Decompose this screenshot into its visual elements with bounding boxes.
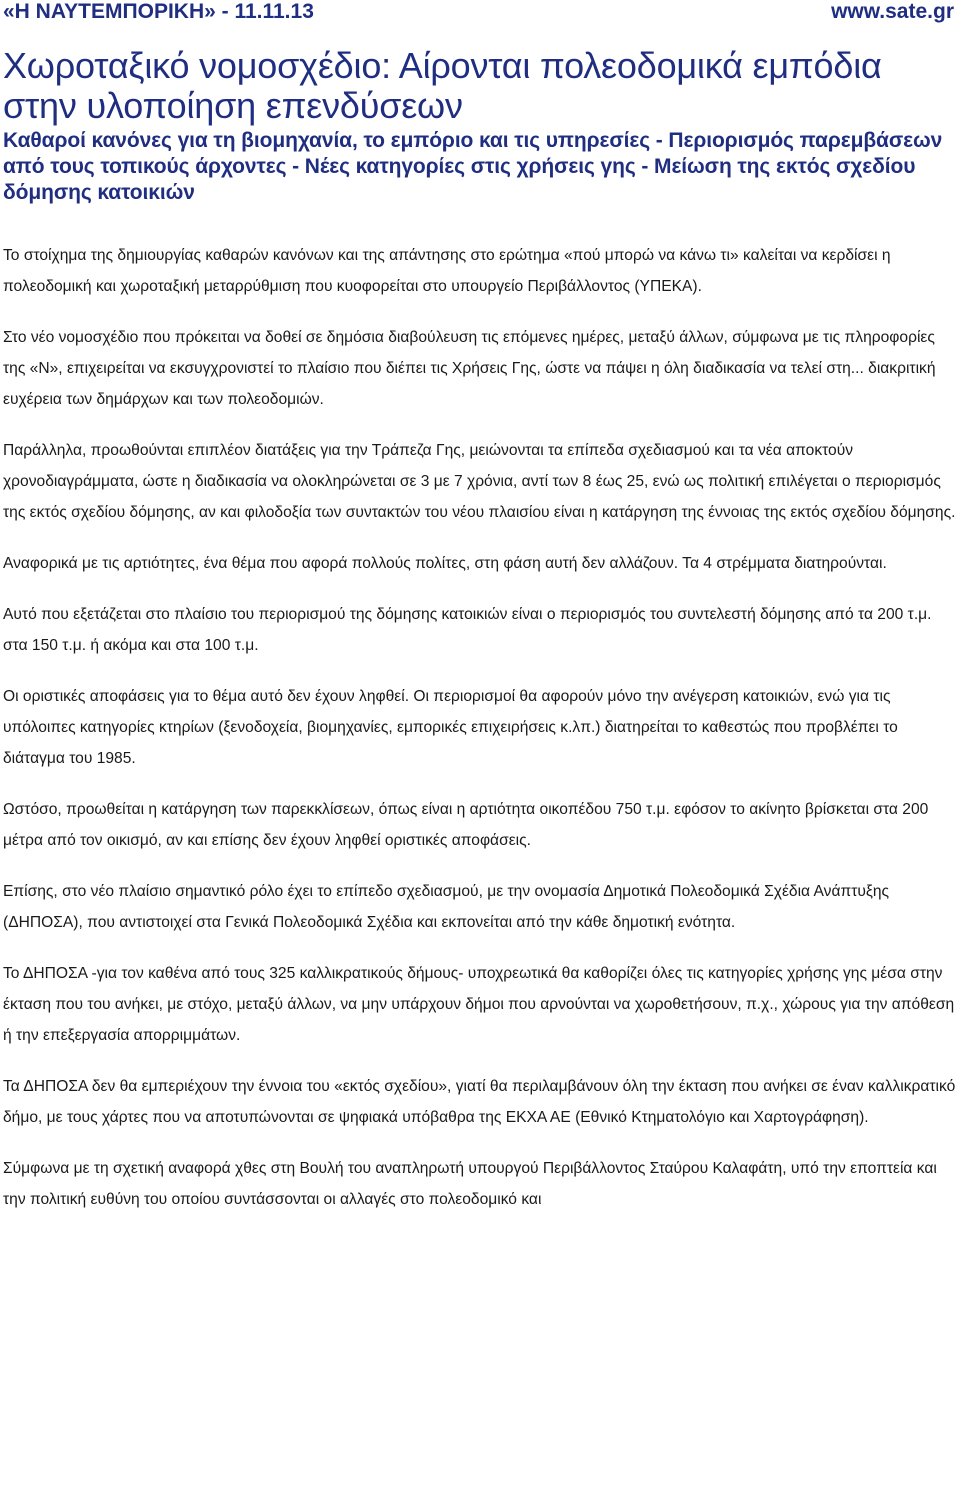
paragraph: Επίσης, στο νέο πλαίσιο σημαντικό ρόλο έχει το επίπεδο σχεδιασμού, με την ονομασία Δημοτικά Πολεοδομικά Σχέδια Ανάπτυξης (ΔΗΠΟΣΑ), που αντιστοιχεί στα Γενικά Πολεοδομικά Σχέδια και εκπονείται από την κάθε δημοτική ενότητα. (3, 883, 890, 931)
paragraph: Στο νέο νομοσχέδιο που πρόκειται να δοθεί σε δημόσια διαβούλευση τις επόμενες ημέρες, μεταξύ άλλων, σύμφωνα με τις πληροφορίες της «Ν», επιχειρείται να εκσυγχρονιστεί το πλαίσιο που διέπει τις Χρήσεις Γης, ώστε να πάψει η όλη διαδικασία να τελεί στη... διακριτική ευχέρεια των δημάρχων και των πολεοδομιών. (3, 329, 936, 408)
article-subtitle: Καθαροί κανόνες για τη βιομηχανία, το εμπόριο και τις υπηρεσίες - Περιορισμός παρεμβάσεων από τους τοπικούς άρχοντες - Νέες κατηγορίες στις χρήσεις γης - Μείωση της εκτός σχεδίου δόμησης κατοικιών (3, 129, 943, 204)
paragraph: Σύμφωνα με τη σχετική αναφορά χθες στη Βουλή του αναπληρωτή υπουργού Περιβάλλοντος Σταύρου Καλαφάτη, υπό την εποπτεία και την πολιτική ευθύνη του οποίου συντάσσονται οι αλλαγές στο πολεοδομικό και (3, 1160, 937, 1208)
paragraph: Αυτό που εξετάζεται στο πλαίσιο του περιορισμού της δόμησης κατοικιών είναι ο περιορισμός του συντελεστή δόμησης από τα 200 τ.μ. στα 150 τ.μ. ή ακόμα και στα 100 τ.μ. (3, 606, 932, 654)
source-label: «Η ΝΑΥΤΕΜΠΟΡΙΚΗ» - 11.11.13 (3, 0, 314, 23)
paragraph: Τα ΔΗΠΟΣΑ δεν θα εμπεριέχουν την έννοια του «εκτός σχεδίου», γιατί θα περιλαμβάνουν όλη την έκταση που ανήκει σε έναν καλλικρατικό δήμο, με τους χάρτες που να αποτυπώνονται σε ψηφιακά υπόβαθρα της ΕΚΧΑ ΑΕ (Εθνικό Κτηματολόγιο και Χαρτογράφηση). (3, 1078, 956, 1126)
page-header (3, 0, 957, 30)
paragraph: Το στοίχημα της δημιουργίας καθαρών κανόνων και της απάντησης στο ερώτημα «πού μπορώ να κάνω τι» καλείται να κερδίσει η πολεοδομική και χωροταξική μεταρρύθμιση που κυοφορείται στο υπουργείο Περιβάλλοντος (ΥΠΕΚΑ). (3, 247, 891, 295)
article-title: Χωροταξικό νομοσχέδιο: Αίρονται πολεοδομικά εμπόδια στην υλοποίηση επενδύσεων (3, 45, 882, 126)
article-body (3, 240, 957, 1215)
paragraph: Αναφορικά με τις αρτιότητες, ένα θέμα που αφορά πολλούς πολίτες, στη φάση αυτή δεν αλλάζουν. Τα 4 στρέμματα διατηρούνται. (3, 555, 887, 572)
paragraph: Ωστόσο, προωθείται η κατάργηση των παρεκκλίσεων, όπως είναι η αρτιότητα οικοπέδου 750 τ.μ. εφόσον το ακίνητο βρίσκεται στα 200 μέτρα από τον οικισμό, αν και επίσης δεν έχουν ληφθεί οριστικές αποφάσεις. (3, 801, 929, 849)
paragraph: Το ΔΗΠΟΣΑ -για τον καθένα από τους 325 καλλικρατικούς δήμους- υποχρεωτικά θα καθορίζει όλες τις κατηγορίες χρήσης γης μέσα στην έκταση που του ανήκει, με στόχο, μεταξύ άλλων, να μην υπάρχουν δήμοι που αρνούνται να χωροθετήσουν, π.χ., χώρους για την απόθεση ή την επεξεργασία απορριμμάτων. (3, 965, 955, 1044)
paragraph: Παράλληλα, προωθούνται επιπλέον διατάξεις για την Τράπεζα Γης, μειώνονται τα επίπεδα σχεδιασμού και τα νέα αποκτούν χρονοδιαγράμματα, ώστε η διαδικασία να ολοκληρώνεται σε 3 με 7 χρόνια, αντί των 8 έως 25, ενώ ως πολιτική επιλέγεται ο περιορισμός της εκτός σχεδίου δόμησης, αν και φιλοδοξία των συντακτών του νέου πλαισίου είναι η κατάργηση της έννοιας της εκτός σχεδίου δόμησης. (3, 442, 956, 521)
site-url: www.sate.gr (831, 0, 954, 23)
paragraph: Οι οριστικές αποφάσεις για το θέμα αυτό δεν έχουν ληφθεί. Οι περιορισμοί θα αφορούν μόνο την ανέγερση κατοικιών, ενώ για τις υπόλοιπες κατηγορίες κτηρίων (ξενοδοχεία, βιομηχανίες, εμπορικές επιχειρήσεις κ.λπ.) διατηρείται το καθεστώς που προβλέπει το διάταγμα του 1985. (3, 688, 898, 767)
